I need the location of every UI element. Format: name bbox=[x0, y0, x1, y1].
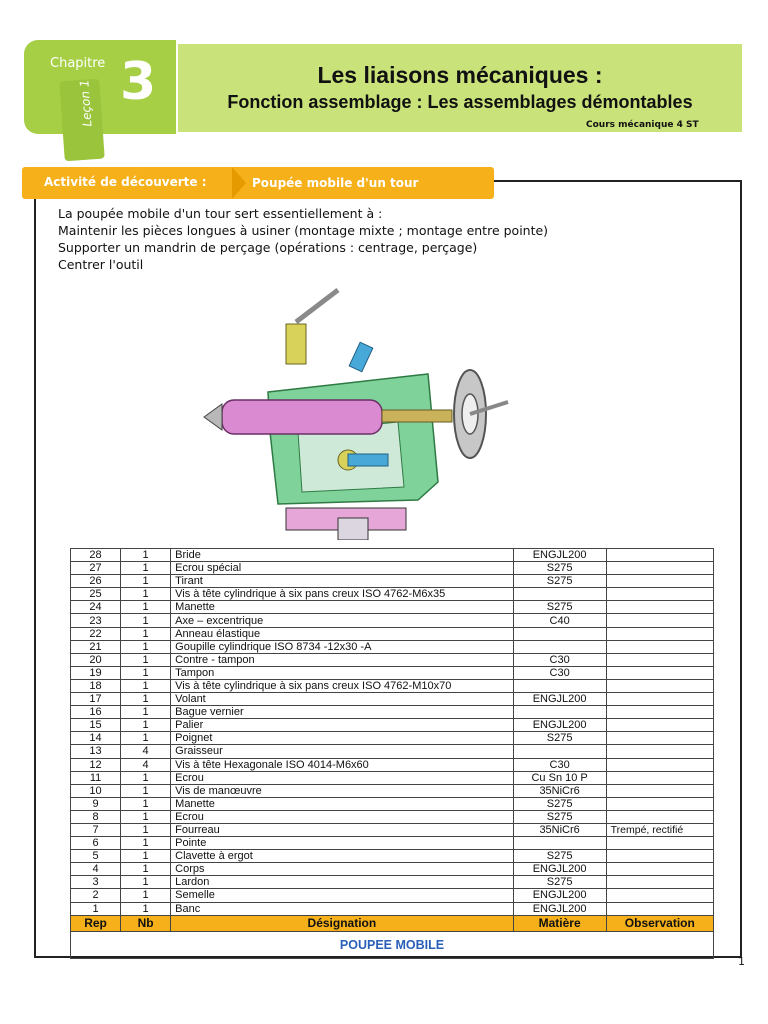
chapter-number: 3 bbox=[120, 52, 157, 112]
table-cell-obs bbox=[606, 562, 713, 575]
table-cell-obs bbox=[606, 653, 713, 666]
table-cell-rep: 6 bbox=[71, 837, 121, 850]
table-cell-obs bbox=[606, 706, 713, 719]
table-cell-obs bbox=[606, 863, 713, 876]
table-cell-des: Goupille cylindrique ISO 8734 -12x30 -A bbox=[171, 640, 513, 653]
table-cell-des: Ecrou spécial bbox=[171, 562, 513, 575]
table-cell-rep: 15 bbox=[71, 719, 121, 732]
course-label: Cours mécanique 4 ST bbox=[586, 120, 699, 130]
table-cell-rep: 5 bbox=[71, 850, 121, 863]
table-cell-des: Vis de manœuvre bbox=[171, 784, 513, 797]
table-caption: POUPEE MOBILE bbox=[71, 931, 714, 958]
table-row bbox=[71, 627, 714, 640]
table-cell-mat: C30 bbox=[513, 666, 606, 679]
table-cell-obs bbox=[606, 719, 713, 732]
table-row bbox=[71, 562, 714, 575]
table-cell-rep: 23 bbox=[71, 614, 121, 627]
table-cell-mat: 35NiCr6 bbox=[513, 784, 606, 797]
table-cell-mat: C30 bbox=[513, 653, 606, 666]
table-cell-nb: 1 bbox=[121, 863, 171, 876]
table-row bbox=[71, 601, 714, 614]
table-cell-nb: 1 bbox=[121, 562, 171, 575]
table-cell-mat bbox=[513, 640, 606, 653]
table-cell-des: Ecrou bbox=[171, 771, 513, 784]
table-cell-nb: 1 bbox=[121, 784, 171, 797]
lesson-tag bbox=[59, 79, 104, 162]
table-cell-mat: ENGJL200 bbox=[513, 902, 606, 915]
table-cell-des: Vis à tête Hexagonale ISO 4014-M6x60 bbox=[171, 758, 513, 771]
activity-topic: Poupée mobile d'un tour bbox=[252, 176, 419, 190]
table-cell-obs bbox=[606, 575, 713, 588]
parts-table bbox=[70, 548, 714, 959]
table-cell-rep: 18 bbox=[71, 679, 121, 692]
table-cell-obs bbox=[606, 850, 713, 863]
table-cell-rep: 3 bbox=[71, 876, 121, 889]
table-cell-nb: 1 bbox=[121, 823, 171, 836]
intro-text bbox=[58, 205, 548, 273]
table-cell-obs bbox=[606, 666, 713, 679]
intro-line: Centrer l'outil bbox=[58, 257, 144, 272]
table-row bbox=[71, 549, 714, 562]
table-row bbox=[71, 771, 714, 784]
table-cell-obs bbox=[606, 549, 713, 562]
table-cell-rep: 20 bbox=[71, 653, 121, 666]
table-cell-obs bbox=[606, 902, 713, 915]
table-cell-rep: 8 bbox=[71, 810, 121, 823]
table-cell-nb: 1 bbox=[121, 640, 171, 653]
table-row bbox=[71, 588, 714, 601]
table-cell-mat bbox=[513, 679, 606, 692]
table-cell-rep: 25 bbox=[71, 588, 121, 601]
table-cell-mat bbox=[513, 745, 606, 758]
table-cell-des: Vis à tête cylindrique à six pans creux ISO 4762-M6x35 bbox=[171, 588, 513, 601]
table-cell-des: Volant bbox=[171, 693, 513, 706]
table-cell-rep: 12 bbox=[71, 758, 121, 771]
table-cell-mat bbox=[513, 627, 606, 640]
chapter-label: Chapitre bbox=[50, 56, 106, 71]
table-cell-nb: 1 bbox=[121, 666, 171, 679]
table-cell-mat: ENGJL200 bbox=[513, 719, 606, 732]
table-row bbox=[71, 640, 714, 653]
table-cell-obs bbox=[606, 889, 713, 902]
intro-line: Maintenir les pièces longues à usiner (montage mixte ; montage entre pointe) bbox=[58, 223, 549, 238]
table-cell-mat: S275 bbox=[513, 810, 606, 823]
table-cell-mat: S275 bbox=[513, 562, 606, 575]
table-row bbox=[71, 837, 714, 850]
table-row bbox=[71, 666, 714, 679]
table-cell-des: Bague vernier bbox=[171, 706, 513, 719]
table-cell-des: Graisseur bbox=[171, 745, 513, 758]
page-title: Les liaisons mécaniques : bbox=[317, 62, 603, 88]
table-cell-rep: 22 bbox=[71, 627, 121, 640]
table-cell-des: Bride bbox=[171, 549, 513, 562]
table-row bbox=[71, 902, 714, 915]
table-cell-obs bbox=[606, 627, 713, 640]
table-cell-obs bbox=[606, 640, 713, 653]
table-cell-nb: 1 bbox=[121, 889, 171, 902]
table-cell-mat: Cu Sn 10 P bbox=[513, 771, 606, 784]
table-row bbox=[71, 732, 714, 745]
table-cell-obs bbox=[606, 784, 713, 797]
table-cell-mat: C30 bbox=[513, 758, 606, 771]
table-cell-mat: ENGJL200 bbox=[513, 549, 606, 562]
table-cell-nb: 1 bbox=[121, 902, 171, 915]
table-row bbox=[71, 575, 714, 588]
table-cell-obs bbox=[606, 758, 713, 771]
band-arrow-icon bbox=[232, 167, 246, 199]
table-row bbox=[71, 614, 714, 627]
table-cell-nb: 1 bbox=[121, 850, 171, 863]
table-cell-nb: 1 bbox=[121, 693, 171, 706]
table-header-row bbox=[71, 915, 714, 931]
table-cell-obs bbox=[606, 797, 713, 810]
column-header-des: Désignation bbox=[171, 915, 513, 931]
table-cell-des: Vis à tête cylindrique à six pans creux ISO 4762-M10x70 bbox=[171, 679, 513, 692]
table-cell-des: Manette bbox=[171, 601, 513, 614]
column-header-nb: Nb bbox=[121, 915, 171, 931]
table-cell-des: Manette bbox=[171, 797, 513, 810]
table-cell-rep: 1 bbox=[71, 902, 121, 915]
table-cell-nb: 1 bbox=[121, 614, 171, 627]
table-cell-rep: 7 bbox=[71, 823, 121, 836]
table-row bbox=[71, 863, 714, 876]
table-row bbox=[71, 850, 714, 863]
table-cell-mat: S275 bbox=[513, 850, 606, 863]
table-cell-mat bbox=[513, 837, 606, 850]
table-cell-obs bbox=[606, 588, 713, 601]
table-cell-des: Pointe bbox=[171, 837, 513, 850]
table-cell-obs bbox=[606, 601, 713, 614]
table-cell-mat: 35NiCr6 bbox=[513, 823, 606, 836]
table-cell-obs bbox=[606, 771, 713, 784]
lesson-label: Leçon 1 bbox=[77, 79, 95, 128]
table-cell-rep: 19 bbox=[71, 666, 121, 679]
table-cell-nb: 1 bbox=[121, 771, 171, 784]
table-row bbox=[71, 784, 714, 797]
table-cell-rep: 16 bbox=[71, 706, 121, 719]
table-row bbox=[71, 745, 714, 758]
table-cell-obs bbox=[606, 732, 713, 745]
table-cell-rep: 10 bbox=[71, 784, 121, 797]
table-cell-mat: S275 bbox=[513, 575, 606, 588]
table-cell-rep: 24 bbox=[71, 601, 121, 614]
table-caption-row bbox=[71, 931, 714, 958]
table-cell-nb: 1 bbox=[121, 719, 171, 732]
table-row bbox=[71, 823, 714, 836]
table-cell-rep: 17 bbox=[71, 693, 121, 706]
table-cell-obs: Trempé, rectifié bbox=[606, 823, 713, 836]
table-cell-des: Axe – excentrique bbox=[171, 614, 513, 627]
table-cell-rep: 2 bbox=[71, 889, 121, 902]
table-cell-rep: 11 bbox=[71, 771, 121, 784]
table-cell-obs bbox=[606, 614, 713, 627]
table-cell-mat: ENGJL200 bbox=[513, 693, 606, 706]
table-cell-obs bbox=[606, 876, 713, 889]
table-cell-rep: 13 bbox=[71, 745, 121, 758]
table-cell-rep: 9 bbox=[71, 797, 121, 810]
table-row bbox=[71, 706, 714, 719]
column-header-mat: Matière bbox=[513, 915, 606, 931]
table-cell-nb: 1 bbox=[121, 549, 171, 562]
table-row bbox=[71, 876, 714, 889]
table-cell-nb: 1 bbox=[121, 706, 171, 719]
table-cell-des: Tampon bbox=[171, 666, 513, 679]
table-cell-nb: 1 bbox=[121, 810, 171, 823]
table-cell-des: Palier bbox=[171, 719, 513, 732]
table-cell-rep: 26 bbox=[71, 575, 121, 588]
table-cell-nb: 1 bbox=[121, 575, 171, 588]
table-cell-mat: S275 bbox=[513, 732, 606, 745]
table-cell-nb: 1 bbox=[121, 876, 171, 889]
table-cell-des: Tirant bbox=[171, 575, 513, 588]
table-row bbox=[71, 693, 714, 706]
table-cell-nb: 1 bbox=[121, 732, 171, 745]
page-subtitle: Fonction assemblage : Les assemblages démontables bbox=[227, 92, 693, 112]
activity-label: Activité de découverte : bbox=[44, 175, 207, 189]
table-row bbox=[71, 653, 714, 666]
table-row bbox=[71, 797, 714, 810]
table-row bbox=[71, 758, 714, 771]
intro-line: La poupée mobile d'un tour sert essentiellement à : bbox=[58, 206, 383, 221]
table-cell-rep: 4 bbox=[71, 863, 121, 876]
table-cell-nb: 1 bbox=[121, 837, 171, 850]
table-row bbox=[71, 679, 714, 692]
table-cell-obs bbox=[606, 745, 713, 758]
table-cell-rep: 14 bbox=[71, 732, 121, 745]
table-row bbox=[71, 810, 714, 823]
table-cell-nb: 1 bbox=[121, 653, 171, 666]
table-cell-des: Corps bbox=[171, 863, 513, 876]
table-cell-mat: S275 bbox=[513, 601, 606, 614]
intro-line: Supporter un mandrin de perçage (opérations : centrage, perçage) bbox=[58, 240, 478, 255]
table-cell-mat: ENGJL200 bbox=[513, 863, 606, 876]
table-cell-obs bbox=[606, 810, 713, 823]
table-cell-nb: 1 bbox=[121, 601, 171, 614]
table-cell-obs bbox=[606, 837, 713, 850]
table-cell-nb: 1 bbox=[121, 588, 171, 601]
table-cell-des: Lardon bbox=[171, 876, 513, 889]
table-cell-rep: 28 bbox=[71, 549, 121, 562]
table-cell-obs bbox=[606, 693, 713, 706]
table-cell-nb: 4 bbox=[121, 758, 171, 771]
table-cell-des: Banc bbox=[171, 902, 513, 915]
table-cell-obs bbox=[606, 679, 713, 692]
table-cell-rep: 27 bbox=[71, 562, 121, 575]
page-number: 1 bbox=[738, 955, 745, 968]
table-cell-des: Poignet bbox=[171, 732, 513, 745]
column-header-rep: Rep bbox=[71, 915, 121, 931]
table-cell-mat bbox=[513, 588, 606, 601]
table-cell-des: Contre - tampon bbox=[171, 653, 513, 666]
table-cell-nb: 1 bbox=[121, 627, 171, 640]
table-cell-rep: 21 bbox=[71, 640, 121, 653]
table-row bbox=[71, 719, 714, 732]
table-cell-mat: C40 bbox=[513, 614, 606, 627]
table-cell-des: Ecrou bbox=[171, 810, 513, 823]
table-cell-nb: 1 bbox=[121, 797, 171, 810]
table-cell-des: Semelle bbox=[171, 889, 513, 902]
tailstock-illustration bbox=[198, 282, 528, 540]
table-cell-mat: S275 bbox=[513, 797, 606, 810]
table-cell-nb: 1 bbox=[121, 679, 171, 692]
table-cell-mat: S275 bbox=[513, 876, 606, 889]
table-cell-mat bbox=[513, 706, 606, 719]
table-cell-des: Anneau élastique bbox=[171, 627, 513, 640]
table-cell-des: Fourreau bbox=[171, 823, 513, 836]
table-cell-des: Clavette à ergot bbox=[171, 850, 513, 863]
table-cell-mat: ENGJL200 bbox=[513, 889, 606, 902]
table-cell-nb: 4 bbox=[121, 745, 171, 758]
column-header-obs: Observation bbox=[606, 915, 713, 931]
table-row bbox=[71, 889, 714, 902]
parts-table-body bbox=[71, 549, 714, 959]
